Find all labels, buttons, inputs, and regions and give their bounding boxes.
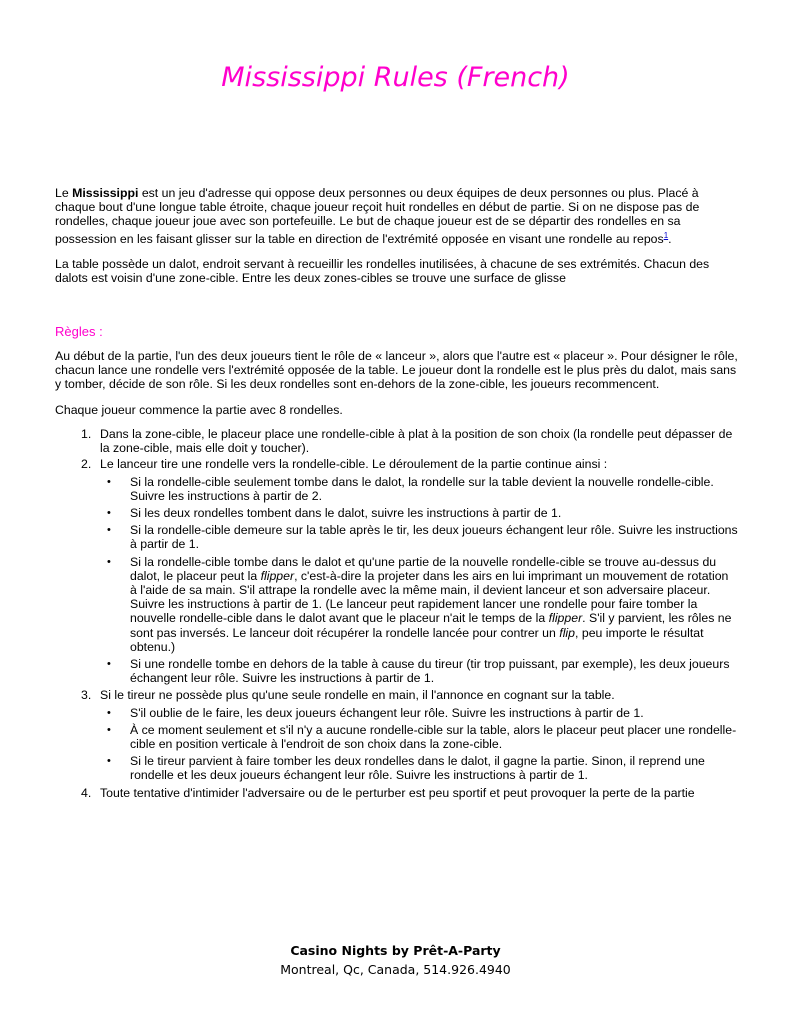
intro-text: est un jeu d'adresse qui oppose deux personnes ou deux équipes de deux personnes ou plus. Placé à chaque bout d'une longue table étroite, chaque joueur reçoit huit rondelles en début de partie. Si on ne dispose pas de rondelles, chaque joueur joue avec son portefeuille. Le but de chaque joueur est de se départir des rondelles en sa possession en les faisant glisser sur la table en direction de l'extrémité opposée en visant une rondelle au repos: [55, 186, 700, 246]
bullet-icon: •: [107, 475, 111, 488]
sub-item-text: S'il oublie de le faire, les deux joueurs échangent leur rôle. Suivre les instructions à partir de 1.: [130, 705, 644, 720]
sub-item: [100, 706, 738, 720]
sub-list: [100, 706, 738, 783]
game-name: Mississippi: [72, 186, 139, 200]
bullet-icon: •: [107, 555, 111, 568]
sub-item-text: [130, 555, 731, 654]
bullet-icon: •: [107, 755, 111, 768]
step-number: 1.: [81, 427, 92, 441]
step-item: [55, 457, 738, 685]
intro-paragraph-2: La table possède un dalot, endroit servant à recueillir les rondelles inutilisées, à chacune de ses extrémités. Chacun des dalots est voisin d'une zone-cible. Entre les deux zones-cibles se trouve une surface de glisse: [55, 256, 710, 286]
sub-item-text-part: Si la rondelle-cible tombe dans le dalot et qu'une partie de la nouvelle rondelle-cible se trouve au-dessus du dalot, le placeur peut la: [130, 554, 717, 583]
intro-paragraph-1: [55, 186, 738, 246]
sub-item-text-part: , peu importe le résultat obtenu.): [130, 625, 704, 654]
flip-term: flip: [559, 625, 576, 640]
sub-item-text: À ce moment seulement et s'il n'y a aucune rondelle-cible sur la table, alors le placeur peut placer une rondelle-cible en position verticale à l'endroit de son choix dans la zone-cible.: [130, 722, 737, 752]
sub-item: [100, 506, 738, 520]
sub-item: [100, 555, 738, 654]
step-text: Toute tentative d'intimider l'adversaire ou de le perturber est peu sportif et peut provoquer la perte de la partie: [100, 785, 695, 800]
intro-section: [55, 186, 738, 285]
flipper-term: flipper: [260, 568, 295, 583]
rules-intro-section: [55, 349, 738, 417]
rules-intro-paragraph-1: Au début de la partie, l'un des deux joueurs tient le rôle de « lanceur », alors que l'autre est « placeur ». Pour désigner le rôle, chacun lance une rondelle vers l'extrémité opposée de la table. Le joueur dont la rondelle est le plus près du dalot, mais sans y tomber, décide de son rôle. Si les deux rondelles sont en-dehors de la zone-cible, les joueurs recommencent.: [55, 349, 738, 392]
bullet-icon: •: [107, 706, 111, 719]
sub-item: [100, 657, 738, 685]
sub-item-text-part: , c'est-à-dire la projeter dans les airs en lui imprimant un mouvement de rotation à l'aide de sa main. S'il attrape la rondelle avec la même main, il devient lanceur et son adversaire placeur. Suivre les instructions à partir de 1. (Le lanceur peut rapidement lancer une rondelle pour faire tomber la nouvelle rondelle-cible dans le dalot avant que le placeur n'ait le temps de la: [130, 568, 729, 626]
step-text: Le lanceur tire une rondelle vers la rondelle-cible. Le déroulement de la partie continue ainsi :: [100, 457, 608, 472]
step-text: Dans la zone-cible, le placeur place une rondelle-cible à plat à la position de son choix (la rondelle peut dépasser de la zone-cible, mais elle doit y toucher).: [100, 427, 733, 456]
step-number: 3.: [81, 688, 92, 703]
bullet-icon: •: [107, 507, 111, 520]
sub-list: [100, 475, 738, 686]
step-number: 4.: [81, 785, 92, 800]
sub-item-text: Si une rondelle tombe en dehors de la table à cause du tireur (tir trop puissant, par exemple), les deux joueurs échangent leur rôle. Suivre les instructions à partir de 1.: [130, 657, 730, 686]
step-number: 2.: [81, 457, 92, 472]
sub-item: [100, 754, 738, 782]
rules-heading: Règles :: [55, 324, 103, 339]
bullet-icon: •: [107, 524, 111, 537]
step-item: [55, 427, 738, 455]
page-title: Mississippi Rules (French): [221, 62, 570, 93]
footer-address: Montreal, Qc, Canada, 514.926.4940: [280, 962, 511, 977]
footer-organization: Casino Nights by Prêt-A-Party: [290, 943, 501, 958]
rules-steps-list: [55, 427, 738, 802]
sub-item-text: Si le tireur parvient à faire tomber les deux rondelles dans le dalot, il gagne la partie. Sinon, il reprend une rondelle et les deux joueurs échangent leur rôle. Suivre les instructions à partir de 1.: [130, 754, 705, 783]
sub-item: [100, 523, 738, 551]
intro-text-end: .: [668, 231, 672, 246]
flipper-term: flipper: [548, 611, 583, 626]
sub-item-text: Si les deux rondelles tombent dans le dalot, suivre les instructions à partir de 1.: [130, 506, 562, 521]
sub-item: [100, 475, 738, 503]
footnote-link[interactable]: 1: [663, 230, 669, 240]
step-item: [55, 786, 738, 800]
sub-item-text-part: . S'il y parvient, les rôles ne sont pas inversés. Le lanceur doit récupérer la rondelle lancée pour contrer un: [130, 611, 732, 640]
intro-text-start: Le: [55, 186, 73, 200]
bullet-icon: •: [107, 723, 111, 736]
step-text: Si le tireur ne possède plus qu'une seule rondelle en main, il l'annonce en cognant sur la table.: [100, 688, 615, 703]
bullet-icon: •: [107, 658, 111, 671]
sub-item: [100, 723, 738, 751]
step-item: [55, 688, 738, 782]
rules-intro-paragraph-2: Chaque joueur commence la partie avec 8 rondelles.: [55, 402, 343, 417]
sub-item-text: Si la rondelle-cible demeure sur la table après le tir, les deux joueurs échangent leur rôle. Suivre les instructions à partir de 1.: [130, 523, 738, 552]
sub-item-text: Si la rondelle-cible seulement tombe dans le dalot, la rondelle sur la table devient la nouvelle rondelle-cible. Suivre les instructions à partir de 2.: [130, 474, 714, 503]
